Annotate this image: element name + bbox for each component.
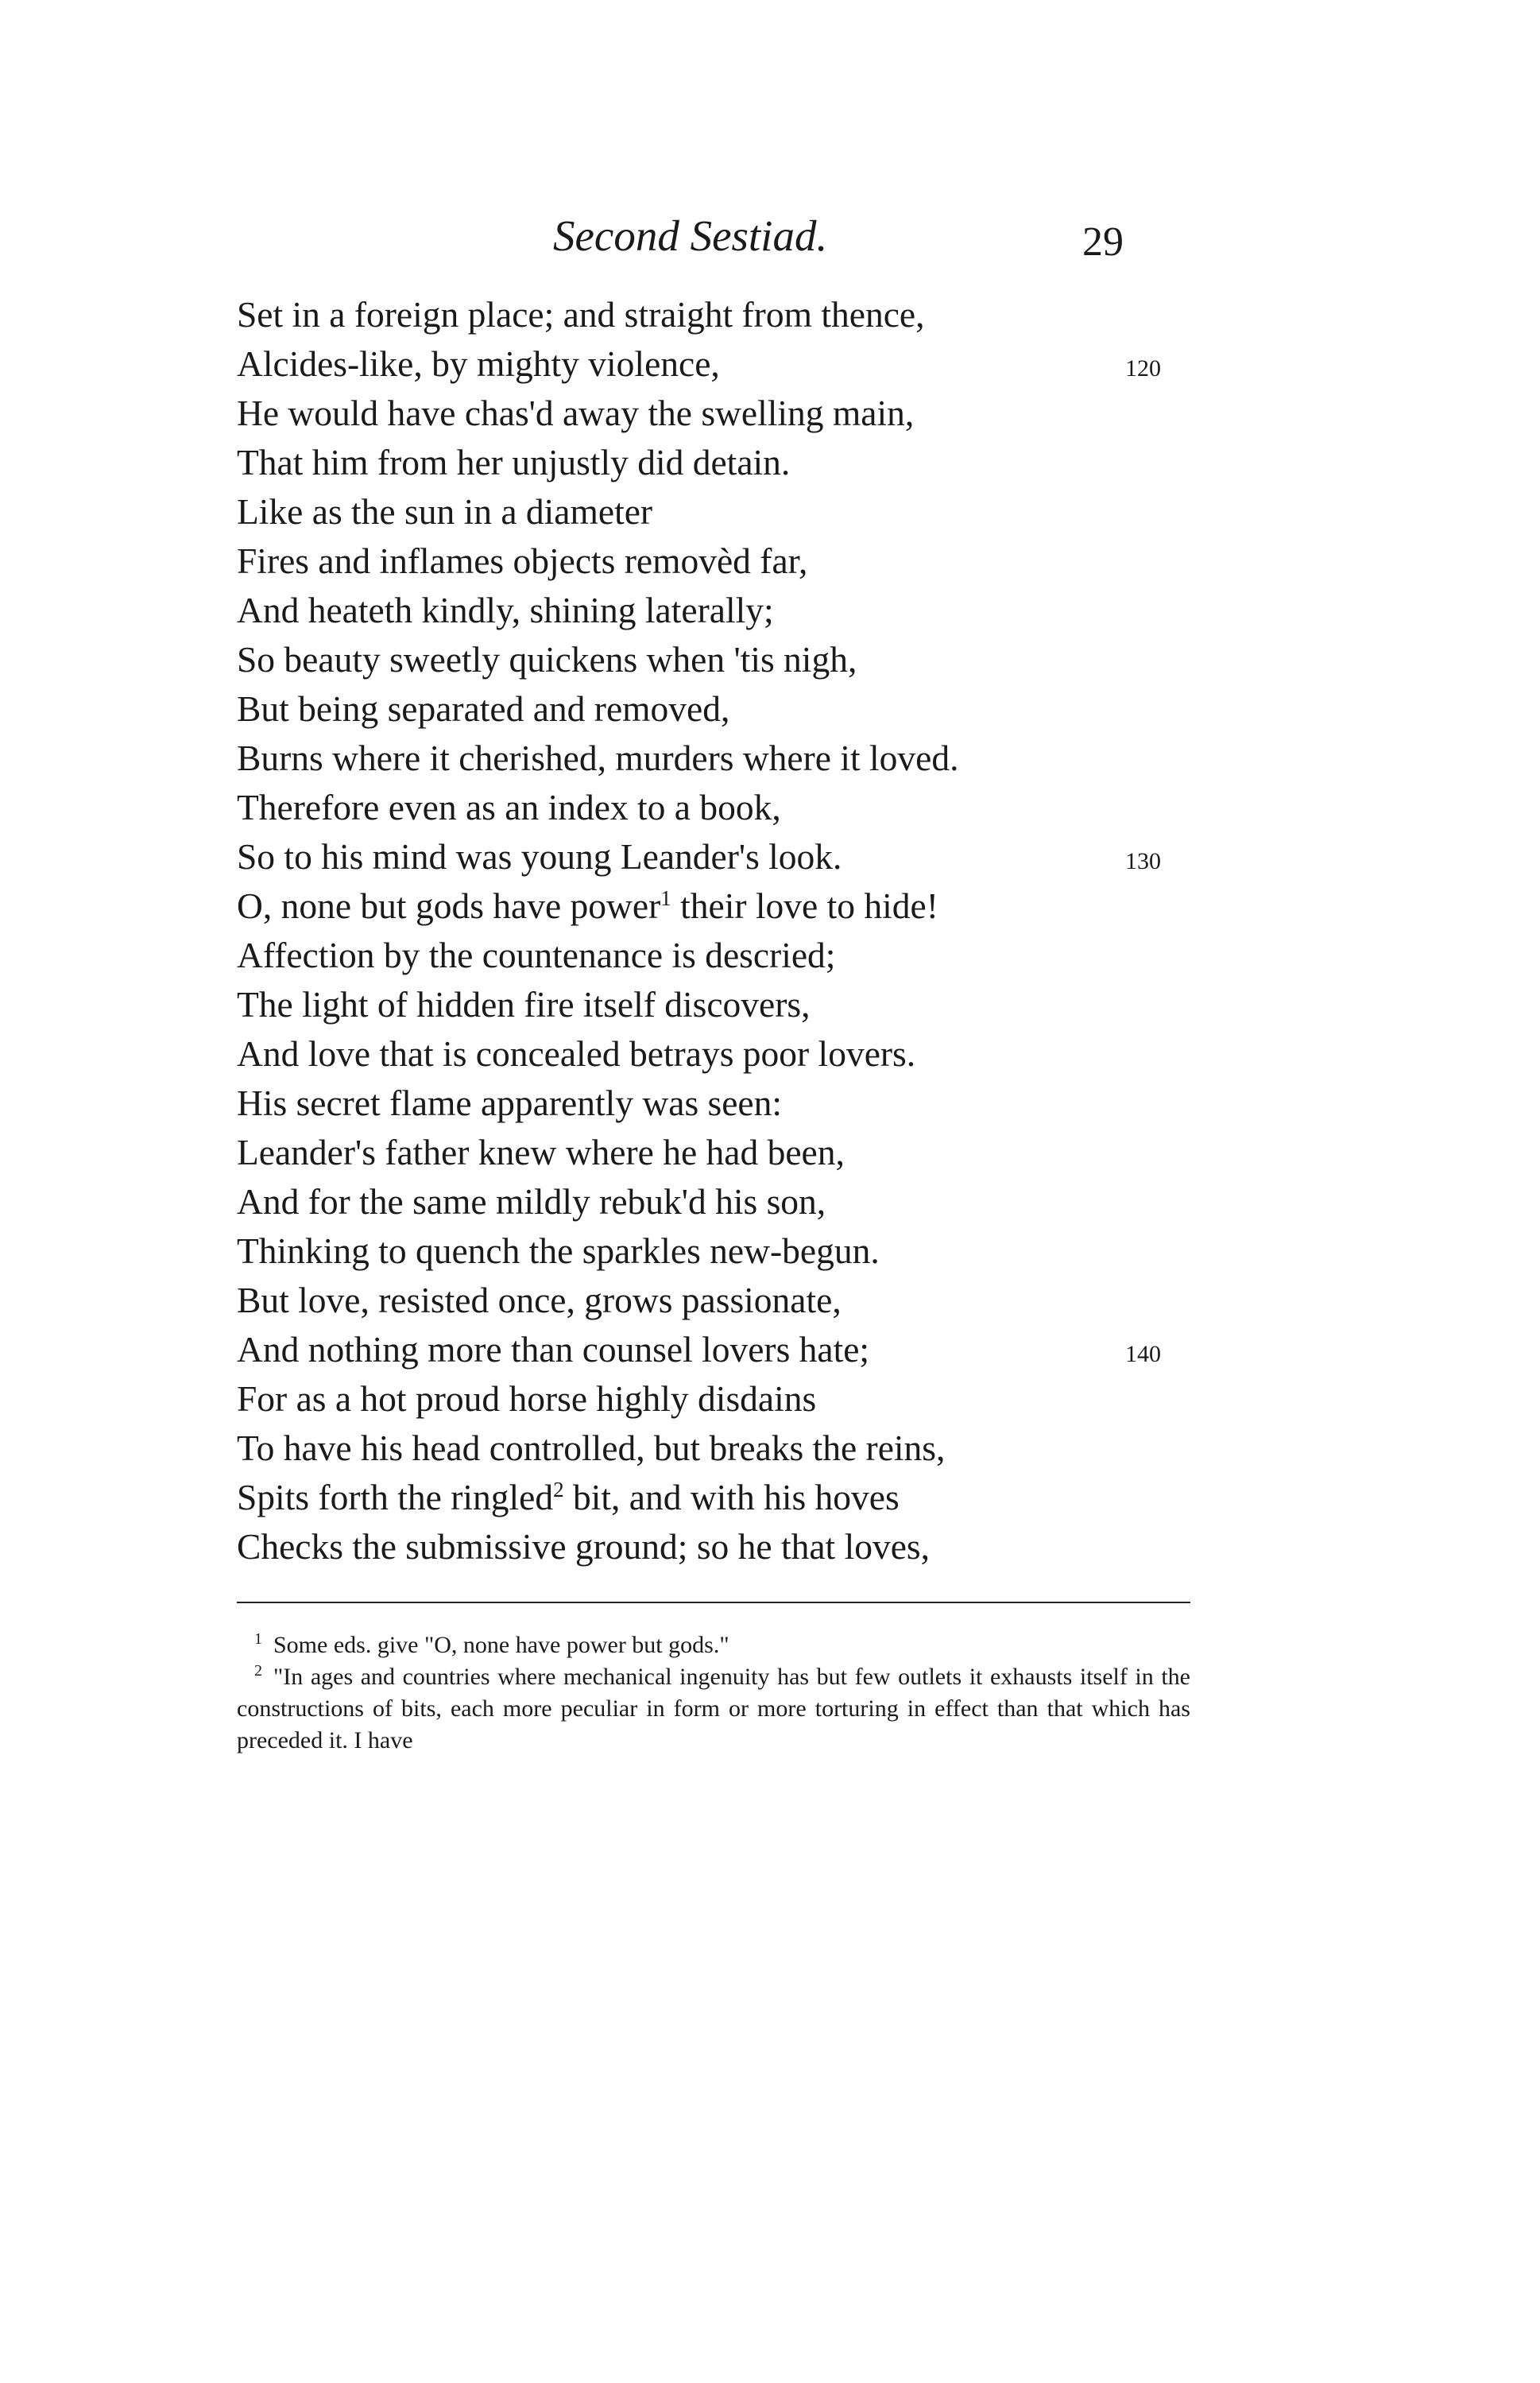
verse-line [237, 1029, 1270, 1079]
verse-line [237, 438, 1270, 487]
verse-line [237, 1473, 1270, 1522]
line-number: 140 [1125, 1341, 1161, 1367]
verse-text: Spits forth the ringled [237, 1477, 554, 1517]
verse-text: Therefore even as an index to a book, [237, 787, 781, 827]
verse-text: Checks the submissive ground; so he that loves, [237, 1526, 930, 1567]
footnote-reference: 1 [660, 885, 671, 910]
verse-line [237, 537, 1270, 586]
verse-text-continued: their love to hide! [671, 885, 938, 926]
verse-text: So beauty sweetly quickens when 'tis nigh, [237, 639, 857, 680]
verse-text: The light of hidden fire itself discovers, [237, 984, 811, 1025]
verse-text: And love that is concealed betrays poor lovers. [237, 1033, 916, 1074]
verse-text: That him from her unjustly did detain. [237, 442, 791, 482]
verse-text: Thinking to quench the sparkles new-begun. [237, 1230, 880, 1271]
line-number: 130 [1125, 848, 1161, 874]
verse-line [237, 1128, 1270, 1177]
verse-text: Fires and inflames objects removèd far, [237, 541, 808, 581]
running-head [238, 208, 1192, 272]
verse-text: To have his head controlled, but breaks the reins, [237, 1428, 946, 1468]
verse-line [237, 931, 1270, 980]
footnote [237, 1629, 1190, 1661]
verse-line [237, 882, 1270, 931]
verse-line [237, 290, 1270, 339]
verse-line [237, 389, 1270, 438]
verse-text: For as a hot proud horse highly disdains [237, 1378, 817, 1419]
verse-line [237, 635, 1270, 684]
verse-line [237, 1325, 1270, 1374]
verse-text: Like as the sun in a diameter [237, 491, 653, 532]
verse-text: And for the same mildly rebuk'd his son, [237, 1181, 826, 1222]
verse-line [237, 1522, 1270, 1571]
verse-line [237, 734, 1270, 783]
line-number: 120 [1125, 355, 1161, 382]
verse-text: His secret flame apparently was seen: [237, 1083, 783, 1123]
footnote-reference: 2 [553, 1477, 564, 1501]
verse-text-continued: bit, and with his hoves [563, 1477, 900, 1517]
verse-line [237, 1424, 1270, 1473]
footnotes [237, 1629, 1190, 1757]
verse-line [237, 1177, 1270, 1226]
verse-line [237, 684, 1270, 734]
verse-line [237, 1226, 1270, 1276]
footnote [237, 1661, 1190, 1757]
verse-text: He would have chas'd away the swelling main, [237, 393, 915, 433]
page-number: 29 [1082, 219, 1124, 265]
verse-line [237, 586, 1270, 635]
footnote-mark: 2 [254, 1662, 262, 1680]
verse-line [237, 832, 1270, 882]
verse-text: And heateth kindly, shining laterally; [237, 590, 774, 630]
verse-text: O, none but gods have power [237, 885, 661, 926]
verse-text: Affection by the countenance is descried; [237, 935, 836, 975]
footnote-divider [237, 1602, 1190, 1603]
verse-block [237, 290, 1270, 1571]
footnote-text: Some eds. give "O, none have power but gods." [273, 1632, 729, 1658]
verse-text: And nothing more than counsel lovers hate; [237, 1329, 870, 1370]
verse-text: Burns where it cherished, murders where it loved. [237, 738, 959, 778]
verse-text: Leander's father knew where he had been, [237, 1132, 845, 1172]
verse-line [237, 1276, 1270, 1325]
footnote-text: "In ages and countries where mechanical ingenuity has but few outlets it exhausts itself in the constructions of bits, each more peculiar in form or more torturing in effect than that which has preceded it. I have [237, 1664, 1190, 1753]
footnote-mark: 1 [254, 1630, 262, 1648]
verse-text: But being separated and removed, [237, 688, 730, 729]
verse-text: But love, resisted once, grows passionate, [237, 1280, 842, 1320]
verse-line [237, 1374, 1270, 1424]
verse-line [237, 487, 1270, 537]
running-title: Second Sestiad. [553, 211, 828, 260]
verse-text: Alcides-like, by mighty violence, [237, 343, 720, 384]
verse-line [237, 783, 1270, 832]
verse-line [237, 980, 1270, 1029]
verse-line [237, 339, 1270, 389]
verse-text: So to his mind was young Leander's look. [237, 836, 842, 877]
verse-text: Set in a foreign place; and straight from thence, [237, 294, 925, 335]
verse-line [237, 1079, 1270, 1128]
